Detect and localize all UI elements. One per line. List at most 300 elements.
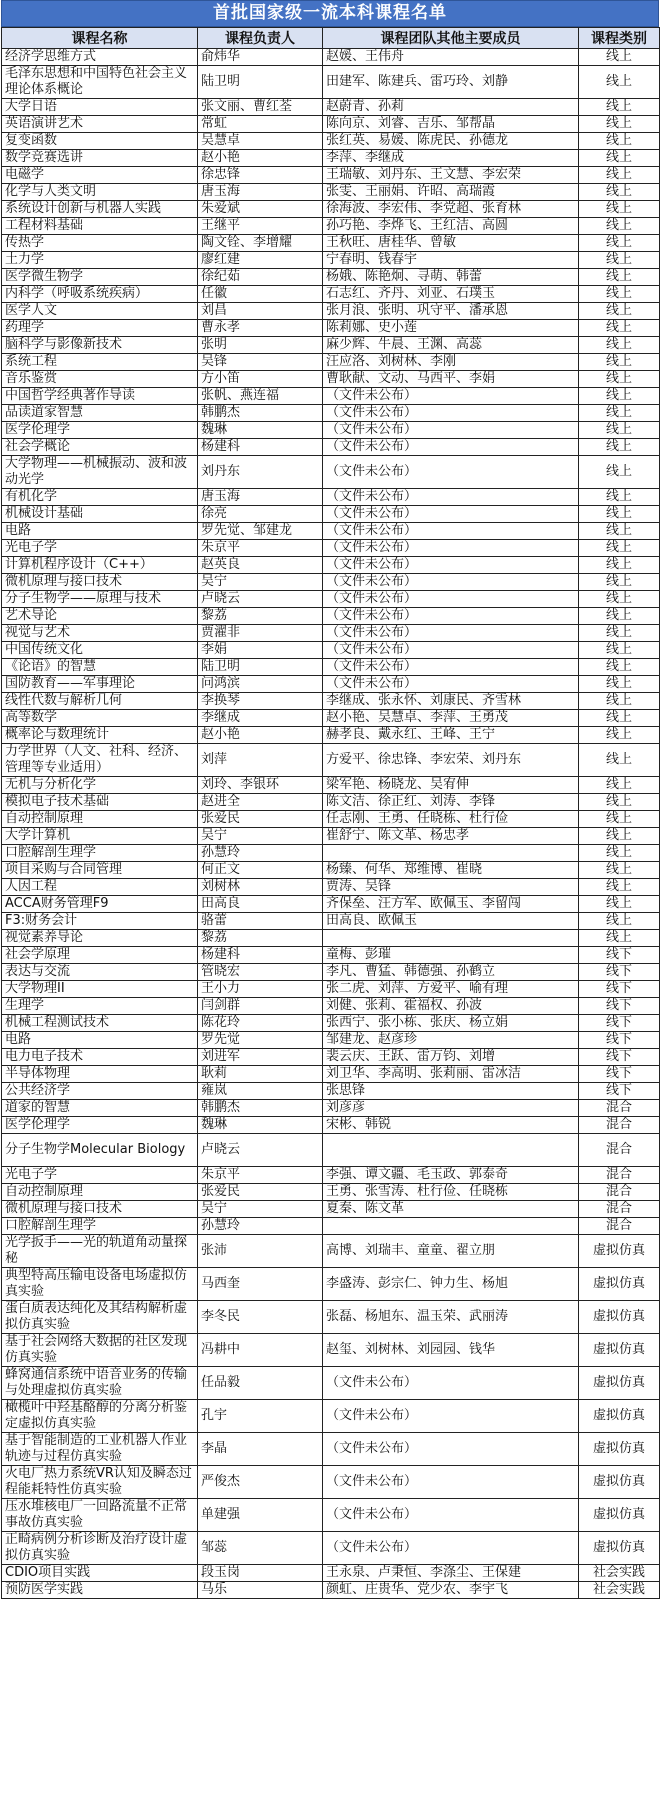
team-members-cell: 李萍、李继成 [323,150,579,167]
team-members-cell: 汪应洛、刘树林、李刚 [323,354,579,371]
course-category-cell: 线上 [579,235,660,252]
course-leader-cell: 赵小艳 [198,727,323,744]
course-category-cell: 线上 [579,218,660,235]
course-category-cell: 线上 [579,557,660,574]
course-category-cell: 线下 [579,1032,660,1049]
course-leader-cell: 吴慧卓 [198,133,323,150]
course-category-cell: 混合 [579,1218,660,1235]
course-name-cell: 人因工程 [2,879,198,896]
course-leader-cell: 张明 [198,337,323,354]
course-category-cell: 虚拟仿真 [579,1532,660,1565]
table-row [2,913,660,930]
course-leader-cell: 吴宁 [198,1201,323,1218]
course-name-cell: CDIO项目实践 [2,1565,198,1582]
course-category-cell: 线上 [579,913,660,930]
course-category-cell: 线上 [579,405,660,422]
team-members-cell: 齐保垒、汪方军、欧佩玉、李留闯 [323,896,579,913]
course-category-cell: 线下 [579,981,660,998]
team-members-cell: 张磊、杨旭东、温玉荣、武丽涛 [323,1301,579,1334]
course-leader-cell: 单建强 [198,1499,323,1532]
team-members-cell: 李凡、曹猛、韩德强、孙鹤立 [323,964,579,981]
course-leader-cell: 骆蕾 [198,913,323,930]
table-row [2,116,660,133]
team-members-cell: （文件未公布） [323,625,579,642]
course-leader-cell: 任品毅 [198,1367,323,1400]
table-row [2,1100,660,1117]
course-leader-cell: 曹永孝 [198,320,323,337]
course-name-cell: 品读道家智慧 [2,405,198,422]
team-members-cell: 田建军、陈建兵、雷巧玲、刘静 [323,66,579,99]
course-leader-cell: 廖红建 [198,252,323,269]
course-category-cell: 线上 [579,642,660,659]
course-leader-cell: 吴宁 [198,574,323,591]
course-category-cell: 混合 [579,1184,660,1201]
course-leader-cell: 黎荔 [198,608,323,625]
course-name-cell: 计算机程序设计（C++） [2,557,198,574]
course-leader-cell: 徐纪茹 [198,269,323,286]
table-row [2,1235,660,1268]
course-category-cell: 线上 [579,388,660,405]
team-members-cell: 张思锋 [323,1083,579,1100]
course-category-cell: 虚拟仿真 [579,1367,660,1400]
team-members-cell: 夏秦、陈文革 [323,1201,579,1218]
course-leader-cell: 唐玉海 [198,184,323,201]
course-name-cell: 橄榄叶中羟基酪醇的分离分析鉴定虚拟仿真实验 [2,1400,198,1433]
table-row [2,405,660,422]
table-row [2,66,660,99]
course-leader-cell: 张爱民 [198,1184,323,1201]
table-row [2,879,660,896]
course-leader-cell: 刘进军 [198,1049,323,1066]
header-course-category: 课程类别 [579,28,660,49]
table-row [2,557,660,574]
course-name-cell: 蛋白质表达纯化及其结构解析虚拟仿真实验 [2,1301,198,1334]
team-members-cell: （文件未公布） [323,676,579,693]
course-leader-cell: 严俊杰 [198,1466,323,1499]
team-members-cell: （文件未公布） [323,608,579,625]
course-leader-cell: 徐亮 [198,506,323,523]
course-name-cell: ACCA财务管理F9 [2,896,198,913]
course-name-cell: 预防医学实践 [2,1582,198,1599]
course-leader-cell: 任徽 [198,286,323,303]
course-leader-cell: 杨建科 [198,947,323,964]
course-name-cell: 分子生物学——原理与技术 [2,591,198,608]
course-category-cell: 线上 [579,744,660,777]
team-members-cell: 刘彦彦 [323,1100,579,1117]
course-category-cell: 线下 [579,1049,660,1066]
course-leader-cell: 李晶 [198,1433,323,1466]
course-name-cell: 正畸病例分析诊断及治疗设计虚拟仿真实验 [2,1532,198,1565]
team-members-cell: 杨臻、何华、郑维博、崔晓 [323,862,579,879]
course-name-cell: 基于社会网络大数据的社区发现仿真实验 [2,1334,198,1367]
table-row [2,1334,660,1367]
team-members-cell: 颜虹、庄贵华、党少农、李宇飞 [323,1582,579,1599]
course-leader-cell: 李继成 [198,710,323,727]
course-name-cell: 电磁学 [2,167,198,184]
course-name-cell: 毛泽东思想和中国特色社会主义理论体系概论 [2,66,198,99]
course-name-cell: 英语演讲艺术 [2,116,198,133]
table-row [2,693,660,710]
course-leader-cell: 陶文铨、李增耀 [198,235,323,252]
header-course-leader: 课程负责人 [198,28,323,49]
team-members-cell: 孙巧艳、李烨飞、王红洁、高圆 [323,218,579,235]
course-category-cell: 线上 [579,625,660,642]
course-category-cell: 线上 [579,727,660,744]
table-row [2,439,660,456]
course-leader-cell: 赵进全 [198,794,323,811]
team-members-cell: （文件未公布） [323,489,579,506]
table-row [2,1565,660,1582]
course-leader-cell: 卢晓云 [198,591,323,608]
course-name-cell: 高等数学 [2,710,198,727]
team-members-cell: （文件未公布） [323,422,579,439]
course-category-cell: 虚拟仿真 [579,1433,660,1466]
table-row [2,422,660,439]
course-leader-cell: 赵小艳 [198,150,323,167]
course-name-cell: 微机原理与接口技术 [2,1201,198,1218]
table-row [2,1433,660,1466]
course-name-cell: 力学世界（人文、社科、经济、管理等专业适用） [2,744,198,777]
course-name-cell: 工程材料基础 [2,218,198,235]
table-row [2,1184,660,1201]
course-category-cell: 虚拟仿真 [579,1334,660,1367]
table-row [2,676,660,693]
course-category-cell: 虚拟仿真 [579,1235,660,1268]
table-row [2,1400,660,1433]
course-leader-cell: 陈花玲 [198,1015,323,1032]
course-name-cell: 无机与分析化学 [2,777,198,794]
team-members-cell [323,845,579,862]
table-row [2,1466,660,1499]
team-members-cell: （文件未公布） [323,591,579,608]
course-category-cell: 线上 [579,676,660,693]
course-leader-cell: 孔宇 [198,1400,323,1433]
course-name-cell: 半导体物理 [2,1066,198,1083]
course-leader-cell: 张爱民 [198,811,323,828]
team-members-cell: 王瑞敏、刘丹东、王文慧、李宏荣 [323,167,579,184]
course-category-cell: 线上 [579,456,660,489]
course-category-cell: 线上 [579,591,660,608]
course-name-cell: 大学物理——机械振动、波和波动光学 [2,456,198,489]
course-category-cell: 线上 [579,930,660,947]
course-category-cell: 混合 [579,1134,660,1167]
team-members-cell: （文件未公布） [323,506,579,523]
course-name-cell: 机械设计基础 [2,506,198,523]
team-members-cell: （文件未公布） [323,1532,579,1565]
course-category-cell: 线上 [579,879,660,896]
course-name-cell: 自动控制原理 [2,1184,198,1201]
course-leader-cell: 卢晓云 [198,1134,323,1167]
course-leader-cell: 朱京平 [198,1167,323,1184]
course-leader-cell: 闫剑群 [198,998,323,1015]
table-row [2,811,660,828]
sheet-title: 首批国家级一流本科课程名单 [1,0,659,27]
course-name-cell: 有机化学 [2,489,198,506]
table-row [2,659,660,676]
team-members-cell: （文件未公布） [323,1433,579,1466]
course-category-cell: 线上 [579,354,660,371]
course-category-cell: 线上 [579,659,660,676]
course-category-cell: 线上 [579,99,660,116]
table-row [2,456,660,489]
team-members-cell: （文件未公布） [323,1466,579,1499]
course-leader-cell: 段玉岗 [198,1565,323,1582]
team-members-cell: 张西宁、张小栋、张庆、杨立娟 [323,1015,579,1032]
table-row [2,388,660,405]
course-name-cell: 中国哲学经典著作导读 [2,388,198,405]
course-leader-cell: 吴锋 [198,354,323,371]
course-category-cell: 线上 [579,337,660,354]
table-row [2,744,660,777]
course-name-cell: 国防教育——军事理论 [2,676,198,693]
course-name-cell: 概率论与数理统计 [2,727,198,744]
course-leader-cell: 马乐 [198,1582,323,1599]
team-members-cell: 刘卫华、李高明、张莉丽、雷冰洁 [323,1066,579,1083]
course-name-cell: 脑科学与影像新技术 [2,337,198,354]
team-members-cell [323,1134,579,1167]
course-leader-cell: 朱爱斌 [198,201,323,218]
table-row [2,201,660,218]
course-leader-cell: 刘萍 [198,744,323,777]
course-leader-cell: 孙慧玲 [198,845,323,862]
team-members-cell: （文件未公布） [323,1400,579,1433]
team-members-cell: 童梅、彭璀 [323,947,579,964]
course-leader-cell: 刘丹东 [198,456,323,489]
table-row [2,947,660,964]
course-name-cell: 表达与交流 [2,964,198,981]
course-category-cell: 线上 [579,828,660,845]
course-leader-cell: 赵英良 [198,557,323,574]
table-row [2,1499,660,1532]
table-row [2,828,660,845]
team-members-cell: 李继成、张永怀、刘康民、齐雪林 [323,693,579,710]
team-members-cell: 赵蔚青、孙莉 [323,99,579,116]
team-members-cell: 李盛涛、彭宗仁、钟力生、杨旭 [323,1268,579,1301]
course-name-cell: 医学伦理学 [2,1117,198,1134]
course-leader-cell: 罗先觉、邹建龙 [198,523,323,540]
course-leader-cell: 刘玲、李银环 [198,777,323,794]
course-leader-cell: 罗先觉 [198,1032,323,1049]
course-category-cell: 线上 [579,133,660,150]
course-leader-cell: 马西奎 [198,1268,323,1301]
course-name-cell: 公共经济学 [2,1083,198,1100]
course-name-cell: 数学竞赛选讲 [2,150,198,167]
course-category-cell: 线上 [579,845,660,862]
course-name-cell: 视觉素养导论 [2,930,198,947]
team-members-cell: （文件未公布） [323,557,579,574]
course-category-cell: 线下 [579,964,660,981]
table-row [2,1201,660,1218]
header-course-name: 课程名称 [2,28,198,49]
course-leader-cell: 王小力 [198,981,323,998]
course-leader-cell: 田高良 [198,896,323,913]
team-members-cell: （文件未公布） [323,1499,579,1532]
course-category-cell: 线下 [579,1015,660,1032]
course-category-cell: 线上 [579,269,660,286]
course-category-cell: 线下 [579,947,660,964]
course-category-cell: 线上 [579,608,660,625]
table-row [2,506,660,523]
table-row [2,862,660,879]
table-row [2,337,660,354]
course-leader-cell: 何正文 [198,862,323,879]
course-category-cell: 线上 [579,574,660,591]
table-row [2,269,660,286]
course-name-cell: 光电子学 [2,540,198,557]
table-row [2,1218,660,1235]
course-leader-cell: 常虹 [198,116,323,133]
table-row [2,371,660,388]
course-name-cell: 社会学原理 [2,947,198,964]
table-row [2,710,660,727]
course-name-cell: 道家的智慧 [2,1100,198,1117]
course-category-cell: 线上 [579,862,660,879]
team-members-cell: （文件未公布） [323,523,579,540]
table-row [2,1268,660,1301]
team-members-cell: 石志红、齐丹、刘亚、石璞玉 [323,286,579,303]
team-members-cell: 赫孝良、戴永红、王峰、王宁 [323,727,579,744]
course-name-cell: 经济学思维方式 [2,49,198,66]
course-name-cell: 系统工程 [2,354,198,371]
table-row [2,574,660,591]
table-row [2,286,660,303]
course-leader-cell: 吴宁 [198,828,323,845]
course-leader-cell: 张沛 [198,1235,323,1268]
team-members-cell: 高博、刘瑞丰、童童、翟立朋 [323,1235,579,1268]
course-leader-cell: 管晓宏 [198,964,323,981]
course-leader-cell: 魏琳 [198,1117,323,1134]
course-name-cell: 蜂窝通信系统中语音业务的传输与处理虚拟仿真实验 [2,1367,198,1400]
table-row [2,777,660,794]
course-name-cell: 医学人文 [2,303,198,320]
course-leader-cell: 邹蕊 [198,1532,323,1565]
course-name-cell: 微机原理与接口技术 [2,574,198,591]
team-members-cell: 王秋旺、唐桂华、曾敏 [323,235,579,252]
course-name-cell: 基于智能制造的工业机器人作业轨迹与过程仿真实验 [2,1433,198,1466]
table-row [2,1532,660,1565]
course-category-cell: 线上 [579,811,660,828]
course-name-cell: 大学物理II [2,981,198,998]
course-name-cell: 传热学 [2,235,198,252]
table-row [2,252,660,269]
course-leader-cell: 唐玉海 [198,489,323,506]
course-name-cell: 压水堆核电厂一回路流量不正常事故仿真实验 [2,1499,198,1532]
course-leader-cell: 陆卫明 [198,659,323,676]
table-body [2,49,660,1599]
table-row [2,218,660,235]
team-members-cell: 裴云庆、王跃、雷万钧、刘增 [323,1049,579,1066]
course-name-cell: 医学伦理学 [2,422,198,439]
team-members-cell: （文件未公布） [323,439,579,456]
team-members-cell: （文件未公布） [323,388,579,405]
table-row [2,540,660,557]
table-row [2,981,660,998]
course-category-cell: 线上 [579,49,660,66]
table-row [2,354,660,371]
team-members-cell: 张月浪、张明、巩守平、潘承恩 [323,303,579,320]
course-category-cell: 线上 [579,252,660,269]
table-row [2,150,660,167]
table-row [2,896,660,913]
table-row [2,1066,660,1083]
course-category-cell: 线上 [579,777,660,794]
course-leader-cell: 李娟 [198,642,323,659]
table-row [2,489,660,506]
team-members-cell: 张雯、王丽娟、许昭、高瑞霞 [323,184,579,201]
course-category-cell: 线上 [579,167,660,184]
table-row [2,625,660,642]
team-members-cell: 王永泉、卢秉恒、李涤尘、王保建 [323,1565,579,1582]
team-members-cell: 邹建龙、赵彦珍 [323,1032,579,1049]
team-members-cell [323,1218,579,1235]
course-name-cell: 艺术导论 [2,608,198,625]
course-leader-cell: 李换琴 [198,693,323,710]
course-category-cell: 社会实践 [579,1582,660,1599]
course-name-cell: F3:财务会计 [2,913,198,930]
course-category-cell: 虚拟仿真 [579,1301,660,1334]
team-members-cell: 方爱平、徐忠锋、李宏荣、刘丹东 [323,744,579,777]
table-row [2,303,660,320]
course-category-cell: 虚拟仿真 [579,1400,660,1433]
table-row [2,845,660,862]
table-row [2,608,660,625]
course-leader-cell: 王继平 [198,218,323,235]
course-leader-cell: 孙慧玲 [198,1218,323,1235]
course-category-cell: 混合 [579,1167,660,1184]
course-name-cell: 音乐鉴赏 [2,371,198,388]
team-members-cell: 陈向京、刘睿、吉乐、邹帮晶 [323,116,579,133]
course-leader-cell: 刘树林 [198,879,323,896]
course-category-cell: 线上 [579,303,660,320]
course-category-cell: 线下 [579,1066,660,1083]
course-name-cell: 口腔解剖生理学 [2,845,198,862]
team-members-cell: 宁春明、钱春宇 [323,252,579,269]
course-category-cell: 线下 [579,1083,660,1100]
team-members-cell: （文件未公布） [323,642,579,659]
table-row [2,794,660,811]
course-name-cell: 电力电子技术 [2,1049,198,1066]
table-row [2,642,660,659]
course-name-cell: 光学扳手——光的轨道角动量探秘 [2,1235,198,1268]
table-row [2,184,660,201]
course-leader-cell: 黎荔 [198,930,323,947]
course-leader-cell: 陆卫明 [198,66,323,99]
table-row [2,1582,660,1599]
team-members-cell: 宋彬、韩锐 [323,1117,579,1134]
course-name-cell: 内科学（呼吸系统疾病） [2,286,198,303]
course-name-cell: 模拟电子技术基础 [2,794,198,811]
header-row [2,28,660,49]
table-row [2,523,660,540]
course-name-cell: 中国传统文化 [2,642,198,659]
course-leader-cell: 韩鹏杰 [198,1100,323,1117]
table-row [2,235,660,252]
team-members-cell: 崔舒宁、陈文革、杨忠孝 [323,828,579,845]
team-members-cell: 徐海波、李宏伟、李党超、张育林 [323,201,579,218]
table-row [2,320,660,337]
course-name-cell: 《论语》的智慧 [2,659,198,676]
team-members-cell: 张红英、易媛、陈虎民、孙德龙 [323,133,579,150]
table-row [2,1015,660,1032]
course-name-cell: 口腔解剖生理学 [2,1218,198,1235]
course-leader-cell: 魏琳 [198,422,323,439]
team-members-cell: （文件未公布） [323,574,579,591]
course-category-cell: 线上 [579,710,660,727]
team-members-cell: 赵媛、王伟舟 [323,49,579,66]
course-name-cell: 光电子学 [2,1167,198,1184]
course-category-cell: 线上 [579,286,660,303]
table-row [2,133,660,150]
